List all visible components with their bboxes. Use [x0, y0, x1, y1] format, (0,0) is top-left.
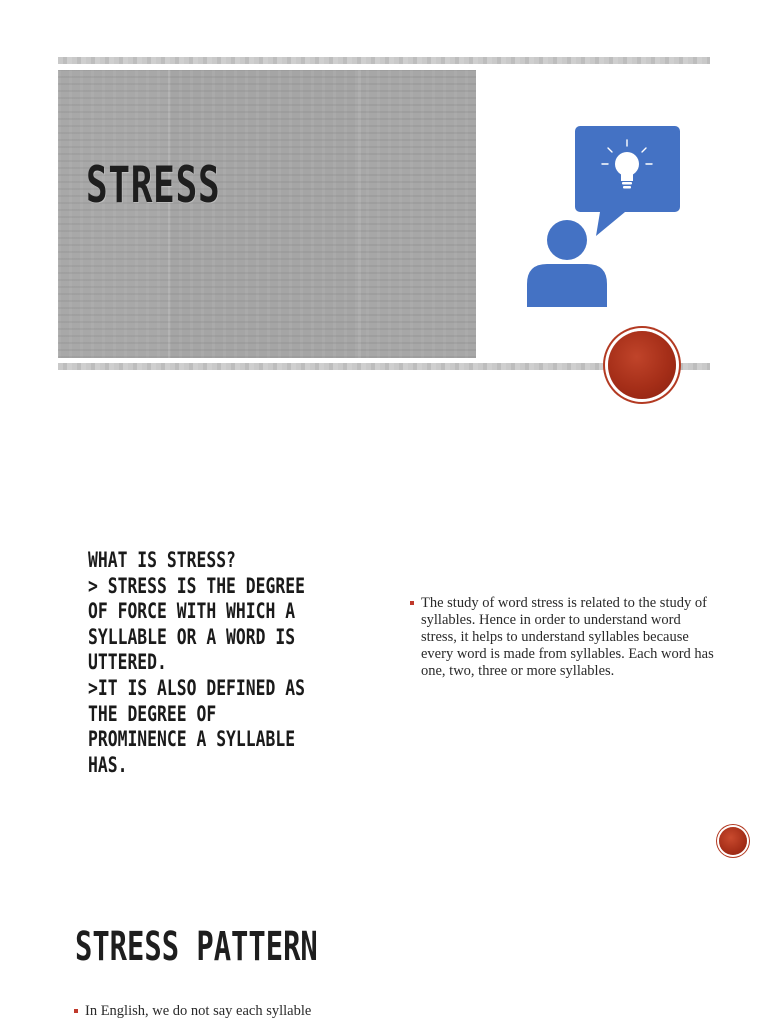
definition-slide: [0, 520, 768, 880]
bullet-marker-icon: [410, 601, 414, 605]
bullet-marker-icon: [74, 1009, 78, 1013]
person-idea-icon: [524, 124, 684, 310]
bullet-text: In English, we do not say each syllable: [85, 1003, 312, 1019]
stress-definition: WHAT IS STRESS? > STRESS IS THE DEGREE OF FORCE WITH WHICH A SYLLABLE OR A WORD IS UTTERED. >IT IS ALSO DEFINED AS THE DEGREE OF PROMINENCE A SYLLABLE HAS.: [88, 548, 305, 777]
title-slide: [0, 0, 768, 400]
decorative-circle-badge: [719, 827, 747, 855]
bullet-text: The study of word stress is related to the study of syllables. Hence in order to understand word stress, it helps to understand syllables because every word is made from syllables. Each word has one, two, three or more syllables.: [421, 595, 714, 679]
bullet-item: [74, 1003, 374, 1020]
top-divider: [58, 57, 710, 64]
decorative-circle-badge: [608, 331, 676, 399]
stress-pattern-slide: [0, 880, 768, 1024]
section-title: STRESS PATTERN: [75, 924, 318, 970]
slide-title: STRESS: [86, 156, 221, 214]
title-background-panel: [58, 70, 476, 358]
bullet-item: [410, 595, 720, 680]
